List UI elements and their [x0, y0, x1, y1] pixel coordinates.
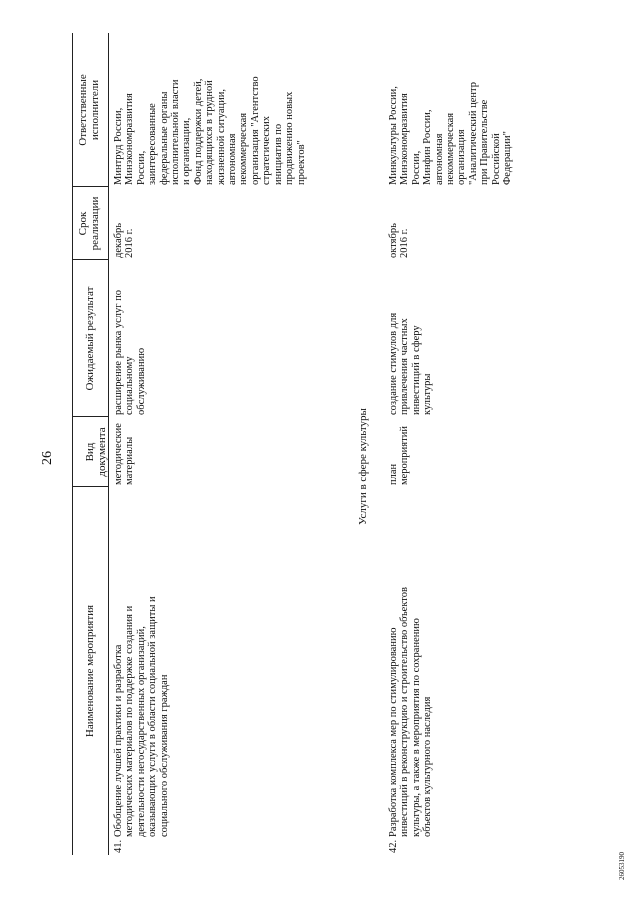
row-42-term — [388, 188, 411, 258]
row-42-name-line: культуры, а также в мероприятия по сохранению — [410, 618, 422, 837]
header-name: Наименование мероприятия — [84, 604, 96, 738]
row-41-result — [113, 261, 147, 415]
header-responsible-line2: исполнители — [89, 79, 101, 141]
row-41-resp-line: продвижению новых — [284, 91, 296, 185]
row-42-term-line: 2016 г. — [399, 228, 411, 258]
row-41-resp-line: и организации, — [181, 117, 193, 185]
row-42-resp-line: Минэкономразвития — [399, 93, 411, 185]
row-41-resp-line: заинтересованные — [147, 103, 159, 185]
row-41-resp-line: некоммерческая — [238, 112, 250, 185]
document-code: 26053190 — [618, 852, 626, 880]
row-41-result-line: расширение рынка услуг по — [113, 289, 124, 415]
row-41-resp-line: федеральные органы — [158, 91, 170, 185]
header-result: Ожидаемый результат — [84, 286, 96, 391]
row-41-term-line: декабрь — [113, 223, 124, 258]
row-42-name-line: объектов культурного наследия — [422, 696, 434, 837]
header-responsible — [77, 33, 101, 187]
row-42-term-line: октябрь — [388, 223, 399, 258]
row-41-name-line: Обобщение лучшей практики и разработка — [113, 644, 124, 837]
row-41-resp-line: Минтруд России, — [113, 107, 124, 185]
row-42-resp-line: Минфин России, — [422, 109, 434, 185]
header-doc-type: Вид документа — [84, 427, 108, 477]
row-42-result-line: привлечения частных — [399, 318, 411, 415]
row-41-resp-line: исполнительной власти — [170, 79, 182, 185]
row-42-result-line: инвестиций в сферу — [410, 325, 422, 415]
row-42-resp-line: автономная — [433, 133, 445, 185]
row-41-doc-line: методические — [113, 423, 124, 485]
row-41-term — [113, 188, 136, 258]
row-41-doc-type — [113, 417, 136, 485]
row-41-name-line: методических материалов по поддержке создания и — [124, 605, 136, 837]
row-42-doc-type — [388, 417, 411, 485]
row-42-name-line: Разработка комплекса мер по стимулированию — [388, 627, 399, 837]
header-term-line1: Срок — [77, 211, 89, 236]
row-41-resp-line: находящихся в трудной — [204, 80, 216, 185]
row-42-result-line: создание стимулов для — [388, 312, 399, 415]
row-41-result-line: обслуживанию — [135, 347, 147, 415]
row-41-doc-line: материалы — [124, 436, 136, 485]
row-41-resp-line: инициатив по — [272, 123, 284, 185]
row-42-resp-line: Российской — [490, 133, 502, 185]
row-41-resp-line: проектов" — [295, 140, 307, 185]
row-41-name-line: социального обслуживания граждан — [158, 674, 170, 837]
row-41-term-line: 2016 г. — [124, 228, 136, 258]
row-42-resp-line: Минкультуры России, — [388, 86, 399, 185]
row-42-name — [388, 489, 434, 837]
row-42-doc-line: план — [388, 463, 399, 485]
header-responsible-line1: Ответственные — [77, 74, 89, 146]
row-41-name-line: оказывающих услуги в области социальной защиты и — [147, 596, 159, 837]
row-41-result-line: социальному — [124, 356, 136, 415]
row-42-resp-line: Федерации" — [502, 131, 514, 185]
row-42-resp-line: организация — [456, 129, 468, 185]
row-42-resp-line: при Правительстве — [479, 99, 491, 185]
row-42-responsible — [388, 33, 513, 185]
row-42-doc-line: мероприятий — [399, 426, 411, 485]
table-header-bottom-line — [108, 33, 109, 855]
section-title: Услуги в сфере культуры — [357, 408, 369, 525]
header-term-line2: реализации — [89, 196, 101, 251]
row-42-resp-line: России, — [410, 150, 422, 185]
row-42-result — [388, 261, 434, 415]
row-41-resp-line: жизненной ситуации, — [215, 88, 227, 185]
page-number: 26 — [40, 451, 55, 465]
row-41-resp-line: России, — [135, 150, 147, 185]
row-41-resp-line: стратегических — [261, 115, 273, 185]
row-41-responsible — [113, 33, 307, 185]
row-42-resp-line: "Аналитический центр — [467, 81, 479, 185]
row-42-resp-line: некоммерческая — [445, 112, 457, 185]
row-41-resp-line: автономная — [227, 133, 239, 185]
table-top-line — [72, 33, 73, 855]
row-41-resp-line: организация "Агентство — [249, 76, 261, 185]
row-41-name — [113, 489, 170, 837]
row-41-resp-line: Фонд поддержки детей, — [192, 78, 204, 185]
header-term — [77, 187, 101, 260]
row-41-name-line: деятельности негосударственных организаций, — [135, 626, 147, 837]
row-41-resp-line: Минэкономразвития — [124, 93, 136, 185]
row-41-number: 41. — [113, 839, 124, 853]
row-42-result-line: культуры — [422, 373, 434, 415]
row-42-name-line: инвестиций в реконструкцию и строительство объектов — [399, 587, 411, 837]
row-42-number: 42. — [388, 839, 399, 853]
